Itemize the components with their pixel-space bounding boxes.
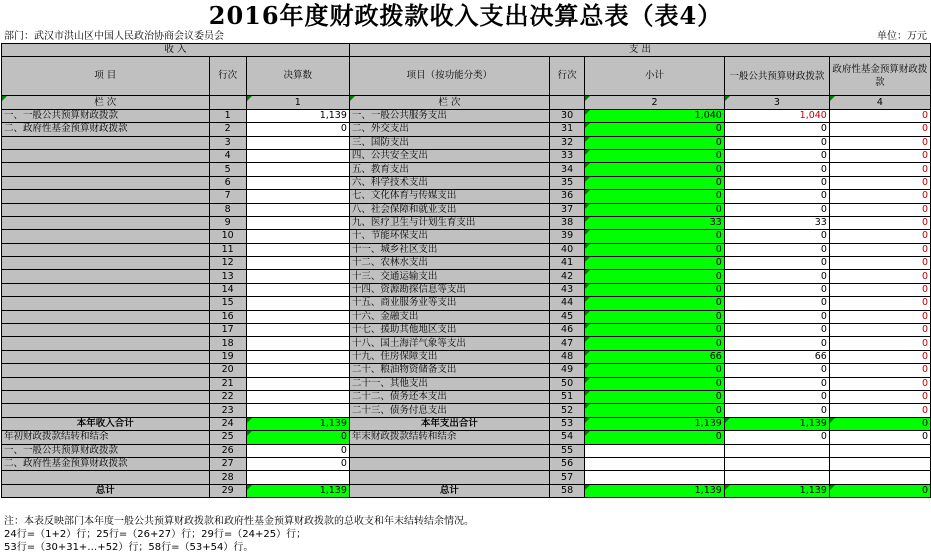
income-value [246, 176, 349, 189]
expense-fund: 0 [829, 109, 930, 122]
col-item-func-header: 项目（按功能分类） [349, 57, 549, 96]
col-number-3: 3 [724, 96, 829, 109]
income-row-no: 12 [209, 257, 246, 270]
income-value [246, 364, 349, 377]
expense-subtotal: 0 [585, 136, 725, 149]
expense-fund: 0 [829, 257, 930, 270]
expense-row-no: 50 [549, 377, 584, 390]
blank-right-no: 56 [549, 457, 584, 470]
income-value [246, 283, 349, 296]
income-item [2, 176, 210, 189]
col-number-1: 1 [246, 96, 349, 109]
grand-total-general: 1,139 [724, 484, 829, 497]
table-row [2, 337, 931, 350]
expense-item: 十、节能环保支出 [349, 230, 549, 243]
budget-table [1, 43, 931, 498]
expense-general: 0 [724, 390, 829, 403]
income-value: 0 [246, 123, 349, 136]
income-item [2, 390, 210, 403]
income-value [246, 310, 349, 323]
report-title: 2016年度财政拨款收入支出决算总表（表4） [208, 1, 723, 30]
expense-general: 0 [724, 337, 829, 350]
income-value [246, 257, 349, 270]
expense-item: 八、社会保障和就业支出 [349, 203, 549, 216]
expense-general: 0 [724, 310, 829, 323]
table-row [2, 484, 931, 497]
end-carry-general: 0 [724, 431, 829, 444]
expense-fund: 0 [829, 136, 930, 149]
expense-subtotal: 0 [585, 257, 725, 270]
expense-row-no: 33 [549, 149, 584, 162]
expense-general: 1,040 [724, 109, 829, 122]
table-row [2, 136, 931, 149]
carry-value: 0 [246, 431, 349, 444]
expense-fund: 0 [829, 377, 930, 390]
expense-item: 十一、城乡社区支出 [349, 243, 549, 256]
expense-row-no: 42 [549, 270, 584, 283]
carry-label: 年初财政拨款结转和结余 [2, 431, 210, 444]
income-row-no: 14 [209, 283, 246, 296]
blank [829, 444, 930, 457]
expense-row-no: 32 [549, 136, 584, 149]
expense-subtotal: 0 [585, 310, 725, 323]
income-item [2, 149, 210, 162]
table-row [2, 404, 931, 417]
table-row [2, 364, 931, 377]
carry-general-label: 一、一般公共预算财政拨款 [2, 444, 210, 457]
income-value: 1,139 [246, 109, 349, 122]
expense-fund: 0 [829, 123, 930, 136]
income-row-no: 6 [209, 176, 246, 189]
table-row [2, 457, 931, 470]
income-row-no: 3 [209, 136, 246, 149]
expense-subtotal: 0 [585, 270, 725, 283]
expense-general: 0 [724, 203, 829, 216]
expense-subtotal: 1,040 [585, 109, 725, 122]
income-item [2, 136, 210, 149]
table-row [2, 216, 931, 229]
income-row-no: 7 [209, 190, 246, 203]
department-label: 部门：武汉市洪山区中国人民政治协商会议委员会 [4, 31, 224, 42]
income-item [2, 310, 210, 323]
income-value [246, 136, 349, 149]
blank-left-no: 28 [209, 471, 246, 484]
blank [724, 444, 829, 457]
table-row [2, 109, 931, 122]
table-row [2, 190, 931, 203]
expense-item: 二、外交支出 [349, 123, 549, 136]
expense-row-no: 35 [549, 176, 584, 189]
expense-item: 六、科学技术支出 [349, 176, 549, 189]
table-row [2, 283, 931, 296]
table-row [2, 149, 931, 162]
grand-total-label: 总计 [2, 484, 210, 497]
expense-fund: 0 [829, 350, 930, 363]
expense-general: 0 [724, 123, 829, 136]
income-total-value: 1,139 [246, 417, 349, 430]
table-row [2, 176, 931, 189]
income-total-label: 本年收入合计 [2, 417, 210, 430]
income-item [2, 364, 210, 377]
expense-subtotal: 0 [585, 390, 725, 403]
expense-general: 0 [724, 364, 829, 377]
expense-general: 0 [724, 243, 829, 256]
carry-general-value: 0 [246, 444, 349, 457]
income-row-no: 15 [209, 297, 246, 310]
col-fund-header: 政府性基金预算财政拨款 [829, 57, 930, 96]
blank [585, 457, 725, 470]
expense-general: 0 [724, 149, 829, 162]
income-total-no: 24 [209, 417, 246, 430]
income-value [246, 324, 349, 337]
expense-general: 0 [724, 176, 829, 189]
col-rowno-header: 行次 [209, 57, 246, 96]
blank [585, 444, 725, 457]
expense-general: 0 [724, 297, 829, 310]
expense-subtotal: 33 [585, 216, 725, 229]
income-value [246, 243, 349, 256]
expense-fund: 0 [829, 163, 930, 176]
expense-item: 二十二、债务还本支出 [349, 390, 549, 403]
table-row [2, 471, 931, 484]
expense-item: 十八、国土海洋气象等支出 [349, 337, 549, 350]
expense-item: 四、公共安全支出 [349, 149, 549, 162]
expense-subtotal: 0 [585, 243, 725, 256]
income-row-no: 23 [209, 404, 246, 417]
blank [246, 471, 349, 484]
expense-row-no: 45 [549, 310, 584, 323]
grand-total-fund: 0 [829, 484, 930, 497]
expense-row-no: 44 [549, 297, 584, 310]
income-row-no: 10 [209, 230, 246, 243]
income-row-no: 17 [209, 324, 246, 337]
expense-item: 三、国防支出 [349, 136, 549, 149]
expense-total-fund: 0 [829, 417, 930, 430]
expense-item: 一、一般公共服务支出 [349, 109, 549, 122]
expense-row-no: 49 [549, 364, 584, 377]
expense-fund: 0 [829, 149, 930, 162]
income-header: 收 入 [2, 44, 350, 57]
table-row [2, 390, 931, 403]
table-row [2, 230, 931, 243]
carry-fund-label: 二、政府性基金预算财政拨款 [2, 457, 210, 470]
expense-subtotal: 0 [585, 149, 725, 162]
lanci-label: 栏 次 [2, 96, 210, 109]
expense-subtotal: 0 [585, 337, 725, 350]
end-carry-subtotal: 0 [585, 431, 725, 444]
expense-row-no: 41 [549, 257, 584, 270]
carry-fund-no: 27 [209, 457, 246, 470]
expense-fund: 0 [829, 176, 930, 189]
expense-row-no: 43 [549, 283, 584, 296]
expense-total-general: 1,139 [724, 417, 829, 430]
expense-subtotal: 0 [585, 297, 725, 310]
expense-subtotal: 0 [585, 176, 725, 189]
expense-subtotal: 0 [585, 190, 725, 203]
blank-right [349, 444, 549, 457]
expense-fund: 0 [829, 364, 930, 377]
col-rowno-header-right: 行次 [549, 57, 584, 96]
income-row-no: 4 [209, 149, 246, 162]
income-value [246, 163, 349, 176]
expense-row-no: 34 [549, 163, 584, 176]
expense-general: 0 [724, 404, 829, 417]
expense-row-no: 36 [549, 190, 584, 203]
table-row [2, 377, 931, 390]
income-item [2, 404, 210, 417]
expense-general: 0 [724, 190, 829, 203]
expense-fund: 0 [829, 310, 930, 323]
grand-total-subtotal: 1,139 [585, 484, 725, 497]
expense-item: 十七、援助其他地区支出 [349, 324, 549, 337]
expense-fund: 0 [829, 230, 930, 243]
expense-subtotal: 0 [585, 123, 725, 136]
blank-right [349, 471, 549, 484]
expense-fund: 0 [829, 203, 930, 216]
expense-general: 33 [724, 216, 829, 229]
expense-fund: 0 [829, 243, 930, 256]
expense-row-no: 47 [549, 337, 584, 350]
expense-fund: 0 [829, 337, 930, 350]
carry-general-no: 26 [209, 444, 246, 457]
income-row-no: 8 [209, 203, 246, 216]
expense-general: 0 [724, 270, 829, 283]
income-value [246, 190, 349, 203]
income-item [2, 216, 210, 229]
col-final-header: 决算数 [246, 57, 349, 96]
lanci-label-right: 栏 次 [349, 96, 549, 109]
expense-general: 66 [724, 350, 829, 363]
income-value [246, 230, 349, 243]
expense-item: 十三、交通运输支出 [349, 270, 549, 283]
grand-total-no: 29 [209, 484, 246, 497]
expense-subtotal: 0 [585, 404, 725, 417]
expense-row-no: 39 [549, 230, 584, 243]
table-row [2, 350, 931, 363]
expense-subtotal: 0 [585, 377, 725, 390]
blank [724, 457, 829, 470]
note-line-1: 注：本表反映部门本年度一般公共预算财政拨款和政府性基金预算财政拨款的总收支和年末结转结余情况。 [4, 516, 474, 527]
expense-item: 二十三、债务付息支出 [349, 404, 549, 417]
income-value [246, 216, 349, 229]
expense-fund: 0 [829, 390, 930, 403]
expense-item: 十二、农林水支出 [349, 257, 549, 270]
income-row-no: 16 [209, 310, 246, 323]
blank-left [2, 471, 210, 484]
blank [829, 471, 930, 484]
income-item [2, 203, 210, 216]
expense-fund: 0 [829, 283, 930, 296]
income-item: 二、政府性基金预算财政拨款 [2, 123, 210, 136]
expense-total-subtotal: 1,139 [585, 417, 725, 430]
income-item [2, 283, 210, 296]
expense-subtotal: 0 [585, 230, 725, 243]
income-value [246, 404, 349, 417]
grand-total-label-right: 总计 [349, 484, 549, 497]
note-line-2: 24行=（1+2）行；25行=（26+27）行；29行=（24+25）行； [4, 529, 307, 540]
end-carry-no: 54 [549, 431, 584, 444]
blank-right [349, 457, 549, 470]
income-item [2, 190, 210, 203]
end-carry-label: 年末财政拨款结转和结余 [349, 431, 549, 444]
expense-general: 0 [724, 230, 829, 243]
expense-subtotal: 0 [585, 203, 725, 216]
expense-total-label: 本年支出合计 [349, 417, 549, 430]
expense-row-no: 52 [549, 404, 584, 417]
expense-item: 九、医疗卫生与计划生育支出 [349, 216, 549, 229]
expense-row-no: 38 [549, 216, 584, 229]
expense-general: 0 [724, 136, 829, 149]
expense-row-no: 46 [549, 324, 584, 337]
table-row [2, 123, 931, 136]
income-row-no: 9 [209, 216, 246, 229]
table-row [2, 324, 931, 337]
carry-fund-value: 0 [246, 457, 349, 470]
blank [585, 471, 725, 484]
expense-general: 0 [724, 324, 829, 337]
income-value [246, 377, 349, 390]
expense-total-no: 53 [549, 417, 584, 430]
income-value [246, 297, 349, 310]
expense-fund: 0 [829, 324, 930, 337]
income-item [2, 337, 210, 350]
expense-subtotal: 0 [585, 283, 725, 296]
expense-general: 0 [724, 283, 829, 296]
expense-row-no: 40 [549, 243, 584, 256]
blank-right-no: 57 [549, 471, 584, 484]
expense-fund: 0 [829, 270, 930, 283]
income-row-no: 13 [209, 270, 246, 283]
expense-subtotal: 66 [585, 350, 725, 363]
income-row-no: 22 [209, 390, 246, 403]
income-item [2, 270, 210, 283]
col-number-4: 4 [829, 96, 930, 109]
income-item [2, 350, 210, 363]
income-value [246, 390, 349, 403]
table-row [2, 417, 931, 430]
expense-row-no: 51 [549, 390, 584, 403]
income-row-no: 5 [209, 163, 246, 176]
table-row [2, 163, 931, 176]
note-line-3: 53行=（30+31+…+52）行；58行=（53+54）行。 [4, 542, 254, 553]
table-row [2, 203, 931, 216]
income-row-no: 20 [209, 364, 246, 377]
grand-total-no-right: 58 [549, 484, 584, 497]
expense-header: 支 出 [349, 44, 930, 57]
table-row [2, 297, 931, 310]
expense-row-no: 31 [549, 123, 584, 136]
expense-general: 0 [724, 377, 829, 390]
blank-right-no: 55 [549, 444, 584, 457]
end-carry-fund: 0 [829, 431, 930, 444]
expense-item: 二十一、其他支出 [349, 377, 549, 390]
unit-label: 单位：万元 [877, 31, 927, 42]
col-general-header: 一般公共预算财政拨款 [724, 57, 829, 96]
income-item: 一、一般公共预算财政拨款 [2, 109, 210, 122]
blank [829, 457, 930, 470]
expense-item: 十五、商业服务业等支出 [349, 297, 549, 310]
expense-item: 七、文化体育与传媒支出 [349, 190, 549, 203]
expense-fund: 0 [829, 190, 930, 203]
expense-item: 二十、粮油物资储备支出 [349, 364, 549, 377]
income-row-no: 19 [209, 350, 246, 363]
expense-item: 五、教育支出 [349, 163, 549, 176]
income-value [246, 149, 349, 162]
expense-general: 0 [724, 257, 829, 270]
income-item [2, 297, 210, 310]
income-item [2, 257, 210, 270]
expense-fund: 0 [829, 216, 930, 229]
table-row [2, 431, 931, 444]
expense-subtotal: 0 [585, 324, 725, 337]
carry-no: 25 [209, 431, 246, 444]
expense-fund: 0 [829, 404, 930, 417]
col-item-header: 项 目 [2, 57, 210, 96]
income-value [246, 270, 349, 283]
income-item [2, 377, 210, 390]
expense-subtotal: 0 [585, 364, 725, 377]
income-value [246, 203, 349, 216]
income-item [2, 230, 210, 243]
col-subtotal-header: 小计 [585, 57, 725, 96]
grand-total-value: 1,139 [246, 484, 349, 497]
table-row [2, 257, 931, 270]
income-row-no: 18 [209, 337, 246, 350]
expense-row-no: 48 [549, 350, 584, 363]
table-row [2, 270, 931, 283]
table-row [2, 310, 931, 323]
expense-item: 十六、金融支出 [349, 310, 549, 323]
blank [724, 471, 829, 484]
income-row-no: 2 [209, 123, 246, 136]
income-row-no: 1 [209, 109, 246, 122]
expense-fund: 0 [829, 297, 930, 310]
expense-item: 十四、资源勘探信息等支出 [349, 283, 549, 296]
expense-subtotal: 0 [585, 163, 725, 176]
income-item [2, 243, 210, 256]
income-item [2, 163, 210, 176]
expense-general: 0 [724, 163, 829, 176]
expense-row-no: 30 [549, 109, 584, 122]
table-row [2, 243, 931, 256]
income-value [246, 337, 349, 350]
expense-item: 十九、住房保障支出 [349, 350, 549, 363]
table-row [2, 444, 931, 457]
income-row-no: 11 [209, 243, 246, 256]
income-row-no: 21 [209, 377, 246, 390]
expense-row-no: 37 [549, 203, 584, 216]
income-item [2, 324, 210, 337]
income-value [246, 350, 349, 363]
col-number-2: 2 [585, 96, 725, 109]
